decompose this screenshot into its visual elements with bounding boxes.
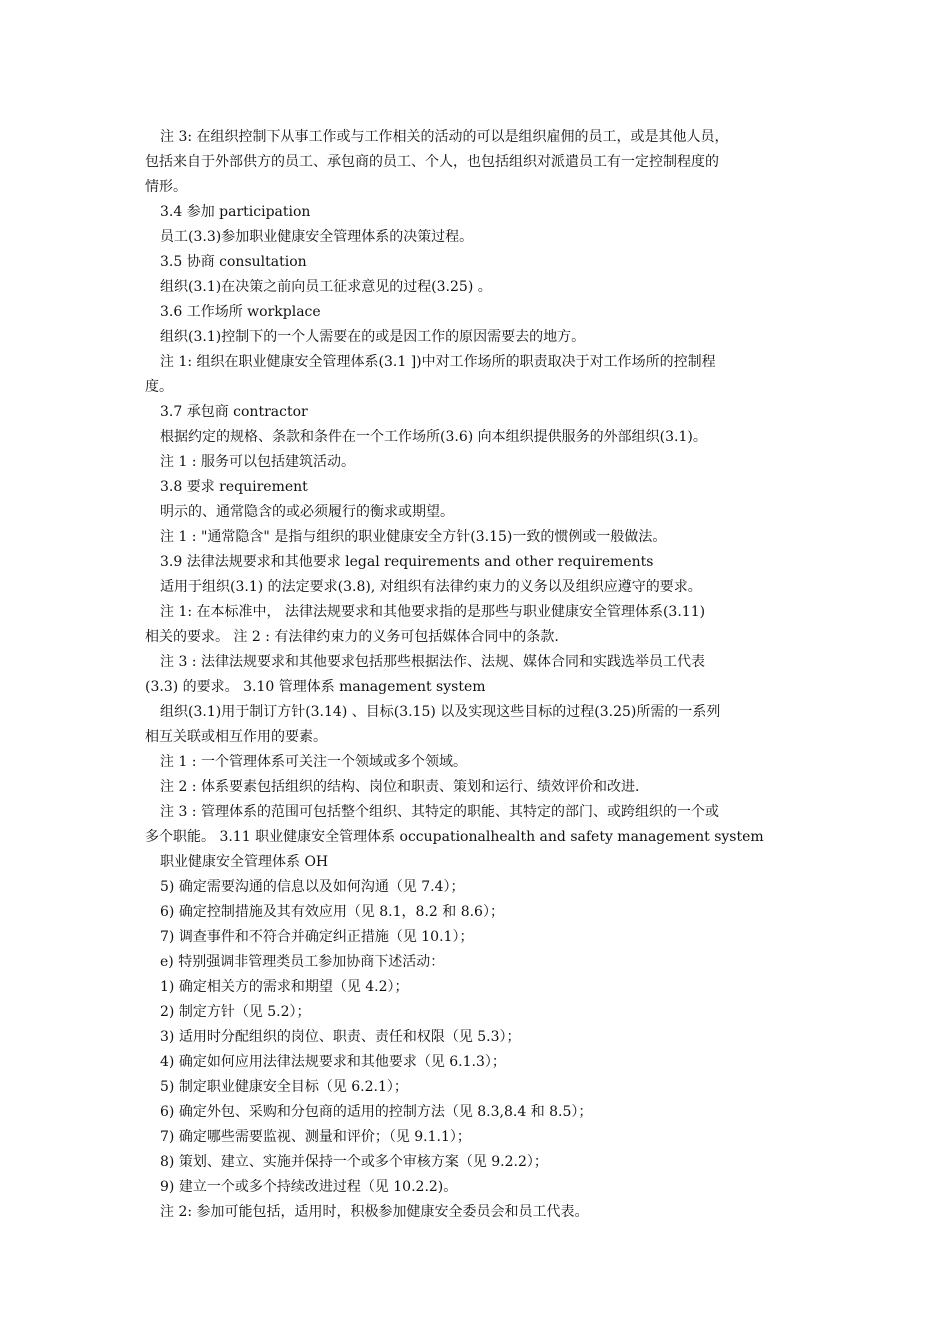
sub-item-4: 4) 确定如何应用法律法规要求和其他要求（见 6.1.3）； xyxy=(160,1054,506,1070)
sub-item-9: 9) 建立一个或多个持续改进过程（见 10.2.2)。 xyxy=(160,1179,458,1195)
section-3-9-note-1-line-1: 注 1: 在本标准中， 法律法规要求和其他要求指的是那些与职业健康安全管理体系(3.11) xyxy=(160,604,706,620)
section-3-5-text: 组织(3.1)在决策之前向员工征求意见的过程(3.25) 。 xyxy=(160,279,492,295)
section-3-11-text: 职业健康安全管理体系 OH xyxy=(160,854,329,870)
section-3-10-note-3-line-2: 多个职能。 3.11 职业健康安全管理体系 occupationalhealth and safety management system xyxy=(145,829,764,845)
section-3-6-heading: 3.6 工作场所 workplace xyxy=(160,304,321,320)
section-3-6-note-line-2: 度。 xyxy=(145,379,173,395)
note-3-line-2: 包括来自于外部供方的员工、承包商的员工、个人，也包括组织对派遣员工有一定控制程度的 xyxy=(145,154,719,170)
sub-item-3: 3) 适用时分配组织的岗位、职责、责任和权限（见 5.3）； xyxy=(160,1029,521,1045)
list-item-6-controls: 6) 确定控制措施及其有效应用（见 8.1，8.2 和 8.6）； xyxy=(160,904,504,920)
section-3-7-note: 注 1 : 服务可以包括建筑活动。 xyxy=(160,454,355,470)
list-item-e-consultation: e) 特别强调非管理类员工参加协商下述活动： xyxy=(160,954,445,970)
section-3-9-note-1-line-2: 相关的要求。 注 2 : 有法律约束力的义务可包括媒体合同中的条款. xyxy=(145,629,559,645)
sub-item-5: 5) 制定职业健康安全目标（见 6.2.1）； xyxy=(160,1079,408,1095)
note-3-line-3: 情形。 xyxy=(145,179,187,195)
section-3-6-text: 组织(3.1)控制下的一个人需要在的或是因工作的原因需要去的地方。 xyxy=(160,329,586,345)
section-3-10-note-2: 注 2 : 体系要素包括组织的结构、岗位和职责、策划和运行、绩效评价和改进. xyxy=(160,779,640,795)
section-3-9-note-3-line-2: (3.3) 的要求。 3.10 管理体系 management system xyxy=(145,679,486,695)
list-item-7-incidents: 7) 调查事件和不符合并确定纠正措施（见 10.1）； xyxy=(160,929,474,945)
section-3-9-text: 适用于组织(3.1) 的法定要求(3.8), 对组织有法律约束力的义务以及组织应遵守的要求。 xyxy=(160,579,702,595)
section-3-6-note-line-1: 注 1: 组织在职业健康安全管理体系(3.1 ])中对工作场所的职责取决于对工作场所的控制程 xyxy=(160,354,716,370)
sub-item-6: 6) 确定外包、采购和分包商的适用的控制方法（见 8.3,8.4 和 8.5）； xyxy=(160,1104,593,1120)
list-item-5-communication: 5) 确定需要沟通的信息以及如何沟通（见 7.4）； xyxy=(160,879,465,895)
section-3-5-heading: 3.5 协商 consultation xyxy=(160,254,307,270)
section-3-10-text-line-2: 相互关联或相互作用的要素。 xyxy=(145,729,327,745)
section-3-10-note-1: 注 1 : 一个管理体系可关注一个领域或多个领域。 xyxy=(160,754,467,770)
section-3-10-note-3-line-1: 注 3 : 管理体系的范围可包括整个组织、其特定的职能、其特定的部门、或跨组织的一个或 xyxy=(160,804,719,820)
section-3-9-note-3-line-1: 注 3 : 法律法规要求和其他要求包括那些根据法作、法规、媒体合同和实践选举员工代表 xyxy=(160,654,705,670)
sub-item-1: 1) 确定相关方的需求和期望（见 4.2）； xyxy=(160,979,409,995)
section-3-8-note: 注 1 : "通常隐含" 是指与组织的职业健康安全方针(3.15)一致的惯例或一般做法。 xyxy=(160,529,667,545)
sub-item-2: 2) 制定方针（见 5.2）； xyxy=(160,1004,311,1020)
note-3-line-1: 注 3: 在组织控制下从事工作或与工作相关的活动的可以是组织雇佣的员工，或是其他人员， xyxy=(160,129,729,145)
section-3-7-heading: 3.7 承包商 contractor xyxy=(160,404,308,420)
section-3-4-heading: 3.4 参加 participation xyxy=(160,204,311,220)
final-note-2: 注 2: 参加可能包括，适用时，积极参加健康安全委员会和员工代表。 xyxy=(160,1204,589,1220)
sub-item-7: 7) 确定哪些需要监视、测量和评价；（见 9.1.1）； xyxy=(160,1129,471,1145)
section-3-8-heading: 3.8 要求 requirement xyxy=(160,479,308,495)
section-3-8-text: 明示的、通常隐含的或必须履行的衡求或期望。 xyxy=(160,504,454,520)
section-3-4-text: 员工(3.3)参加职业健康安全管理体系的决策过程。 xyxy=(160,229,474,245)
sub-item-8: 8) 策划、建立、实施并保持一个或多个审核方案（见 9.2.2）； xyxy=(160,1154,548,1170)
section-3-10-text-line-1: 组织(3.1)用于制订方针(3.14) 、目标(3.15) 以及实现这些目标的过程(3.25)所需的一系列 xyxy=(160,704,721,720)
section-3-9-heading: 3.9 法律法规要求和其他要求 legal requirements and other requirements xyxy=(160,554,654,570)
section-3-7-text: 根据约定的规格、条款和条件在一个工作场所(3.6) 向本组织提供服务的外部组织(3.1)。 xyxy=(160,429,707,445)
